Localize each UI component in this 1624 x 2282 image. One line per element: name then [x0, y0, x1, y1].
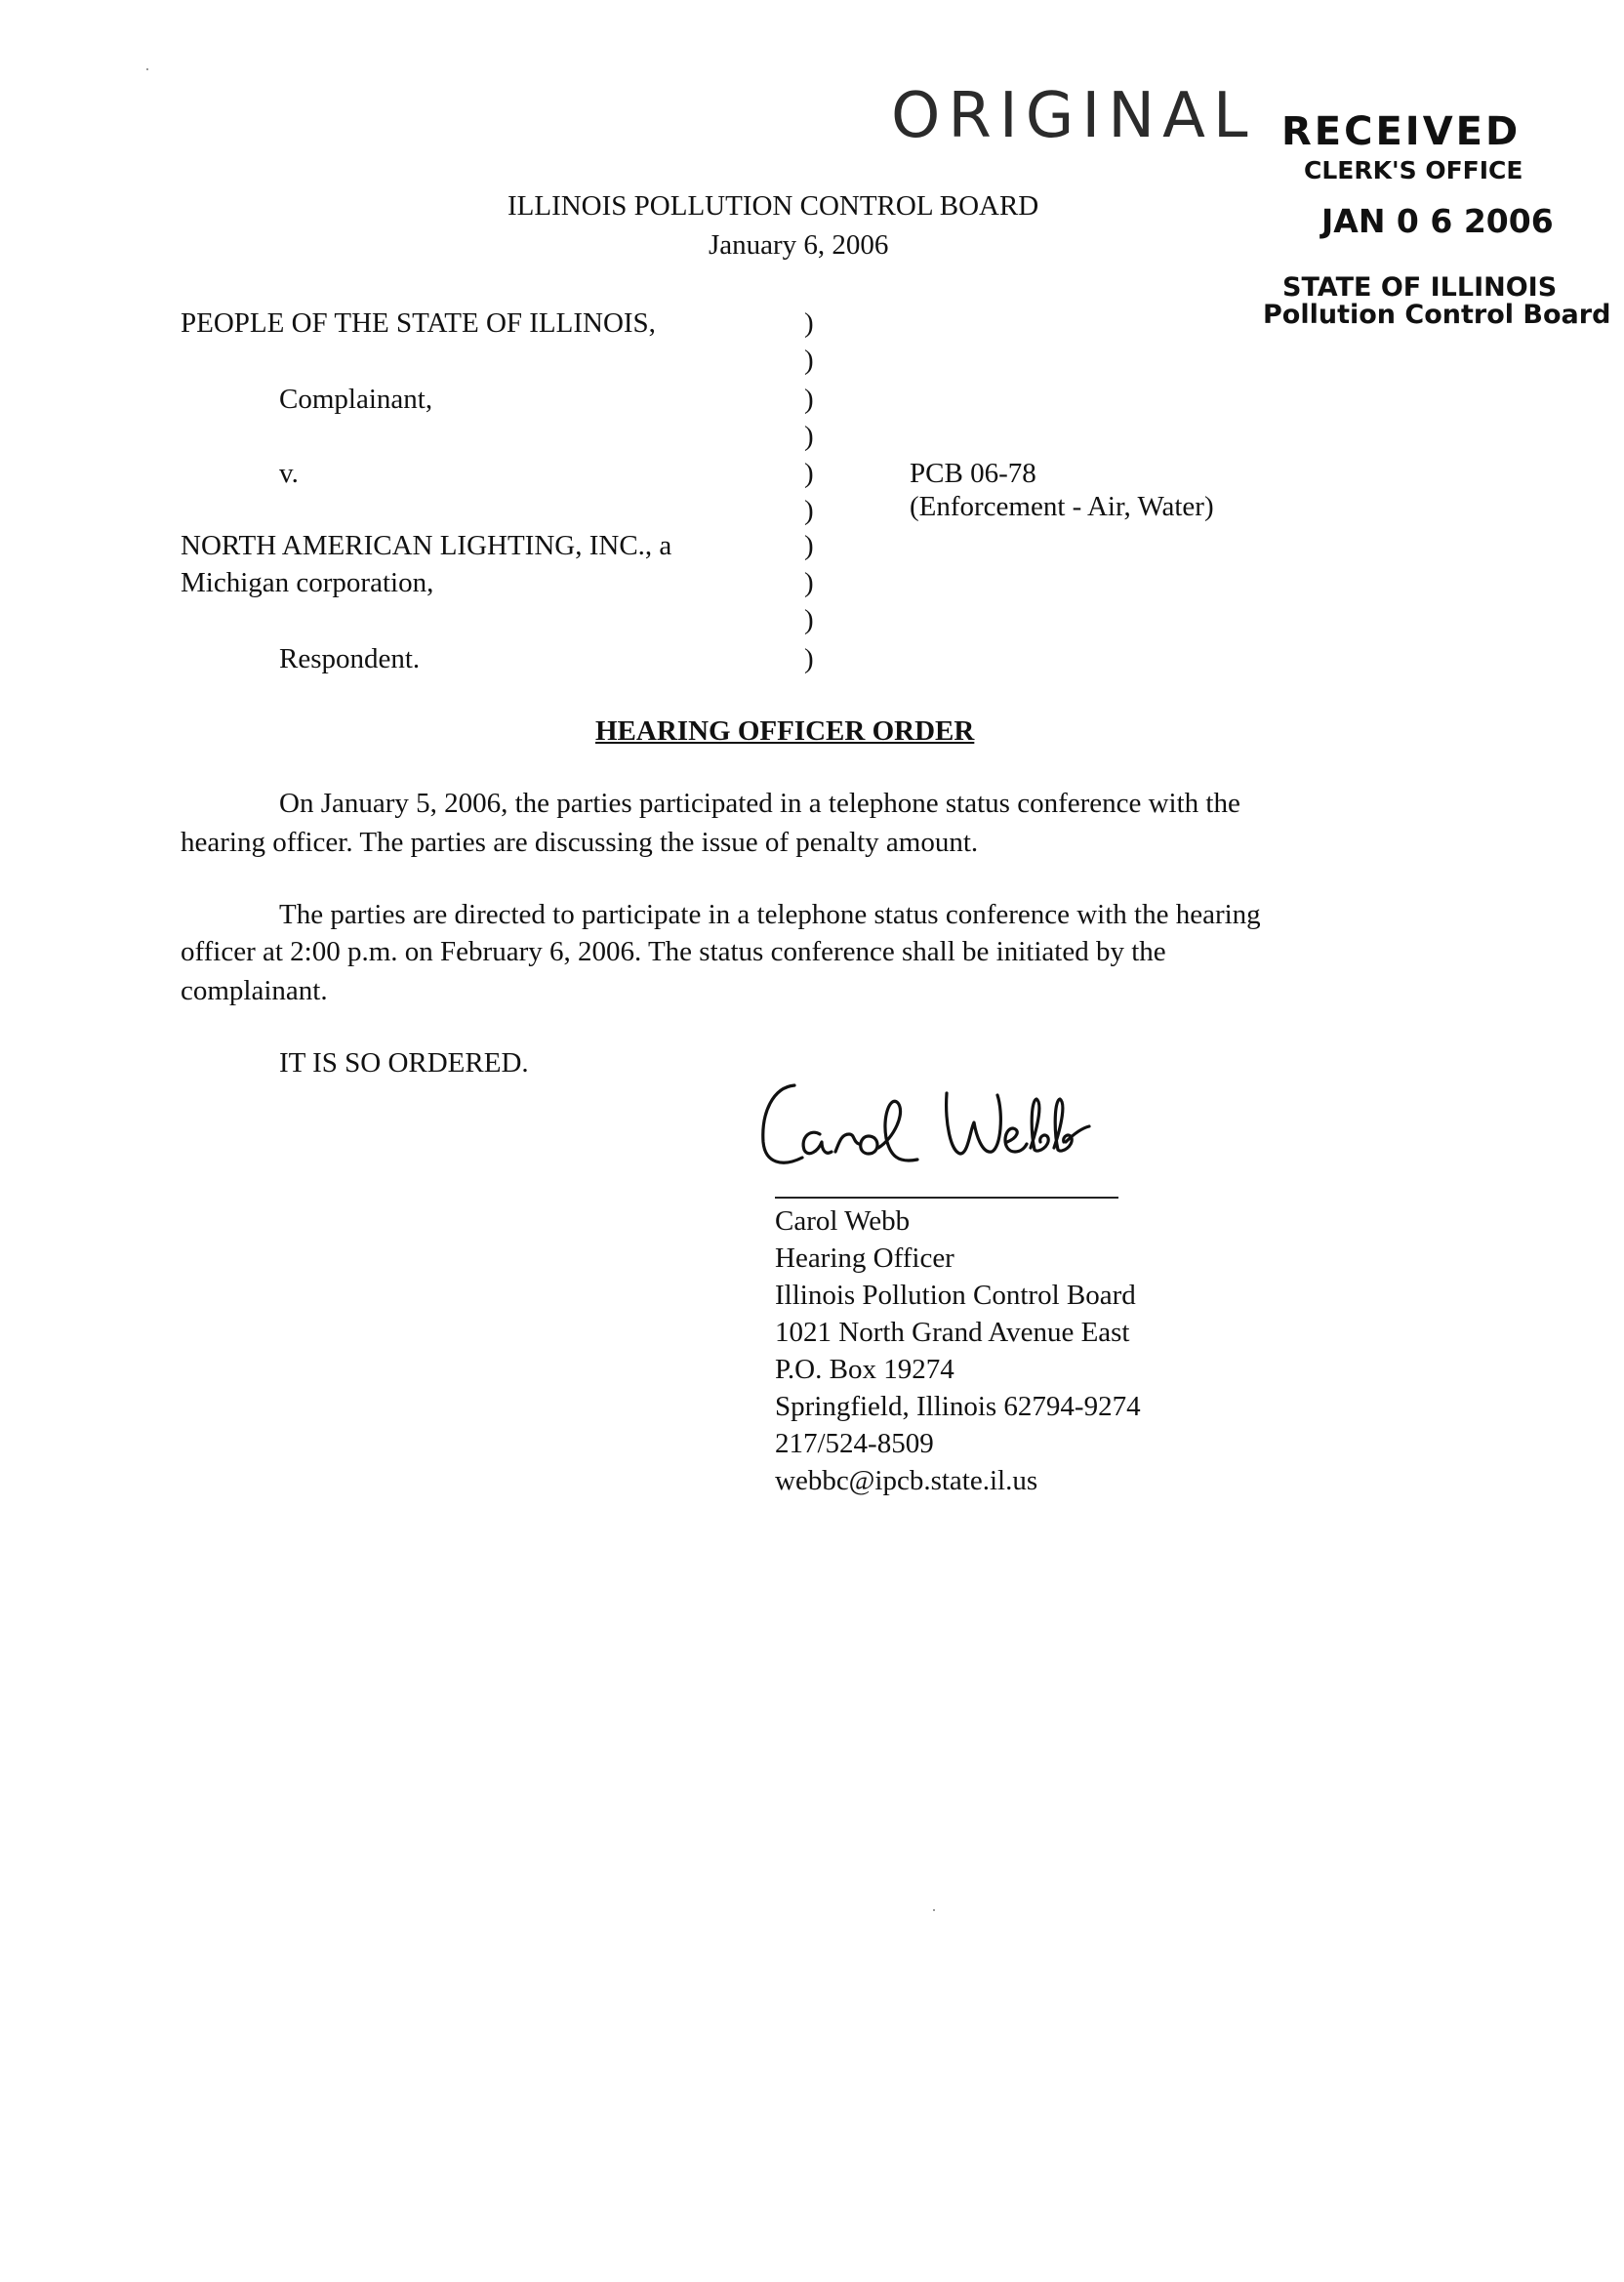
- case-number: PCB 06-78: [910, 458, 1036, 489]
- received-stamp-title: RECEIVED: [1281, 109, 1522, 154]
- caption-defendant-line2: Michigan corporation,: [181, 567, 434, 598]
- bracket: ): [804, 530, 814, 561]
- signatory-name: Carol Webb: [775, 1205, 911, 1237]
- received-stamp-date: JAN 0 6 2006: [1321, 202, 1554, 240]
- original-stamp: ORIGINAL: [891, 80, 1256, 152]
- bracket: ): [804, 604, 814, 635]
- signature-line: [775, 1197, 1118, 1199]
- caption-plaintiff-role: Complainant,: [279, 384, 433, 415]
- signatory-po-box: P.O. Box 19274: [775, 1354, 954, 1385]
- board-name: ILLINOIS POLLUTION CONTROL BOARD: [508, 190, 1039, 222]
- bracket: ): [804, 495, 814, 526]
- order-paragraph-2-line-1: The parties are directed to participate in a telephone status conference with the hearing: [279, 899, 1261, 930]
- received-stamp-board: Pollution Control Board: [1263, 300, 1611, 330]
- bracket: ): [804, 643, 814, 674]
- signatory-organization: Illinois Pollution Control Board: [775, 1280, 1136, 1311]
- header-date: January 6, 2006: [709, 229, 889, 261]
- order-paragraph-2-line-2: officer at 2:00 p.m. on February 6, 2006. The status conference shall be initiated by the: [181, 936, 1166, 967]
- caption-plaintiff: PEOPLE OF THE STATE OF ILLINOIS,: [181, 307, 656, 339]
- bracket: ): [804, 345, 814, 376]
- order-title: HEARING OFFICER ORDER: [595, 715, 975, 747]
- order-paragraph-1-line-2: hearing officer. The parties are discussing the issue of penalty amount.: [181, 827, 979, 858]
- signatory-title: Hearing Officer: [775, 1243, 954, 1274]
- received-stamp-office: CLERK'S OFFICE: [1304, 156, 1523, 184]
- bracket: ): [804, 421, 814, 452]
- caption-versus: v.: [279, 458, 299, 489]
- case-type: (Enforcement - Air, Water): [910, 491, 1214, 522]
- order-closing: IT IS SO ORDERED.: [279, 1047, 529, 1079]
- handwritten-signature: [751, 1074, 1142, 1181]
- bracket: ): [804, 384, 814, 415]
- bracket: ): [804, 567, 814, 598]
- order-paragraph-1-line-1: On January 5, 2006, the parties participated in a telephone status conference with the: [279, 788, 1240, 819]
- caption-defendant-role: Respondent.: [279, 643, 421, 674]
- signatory-phone: 217/524-8509: [775, 1428, 934, 1459]
- scan-speck: [146, 68, 148, 70]
- caption-defendant-line1: NORTH AMERICAN LIGHTING, INC., a: [181, 530, 672, 561]
- bracket: ): [804, 458, 814, 489]
- signatory-email: webbc@ipcb.state.il.us: [775, 1465, 1038, 1496]
- received-stamp-state: STATE OF ILLINOIS: [1282, 272, 1558, 303]
- order-paragraph-2-line-3: complainant.: [181, 975, 328, 1006]
- scan-speck: [933, 1909, 935, 1911]
- bracket: ): [804, 307, 814, 339]
- signatory-street: 1021 North Grand Avenue East: [775, 1317, 1130, 1348]
- signatory-city: Springfield, Illinois 62794-9274: [775, 1391, 1141, 1422]
